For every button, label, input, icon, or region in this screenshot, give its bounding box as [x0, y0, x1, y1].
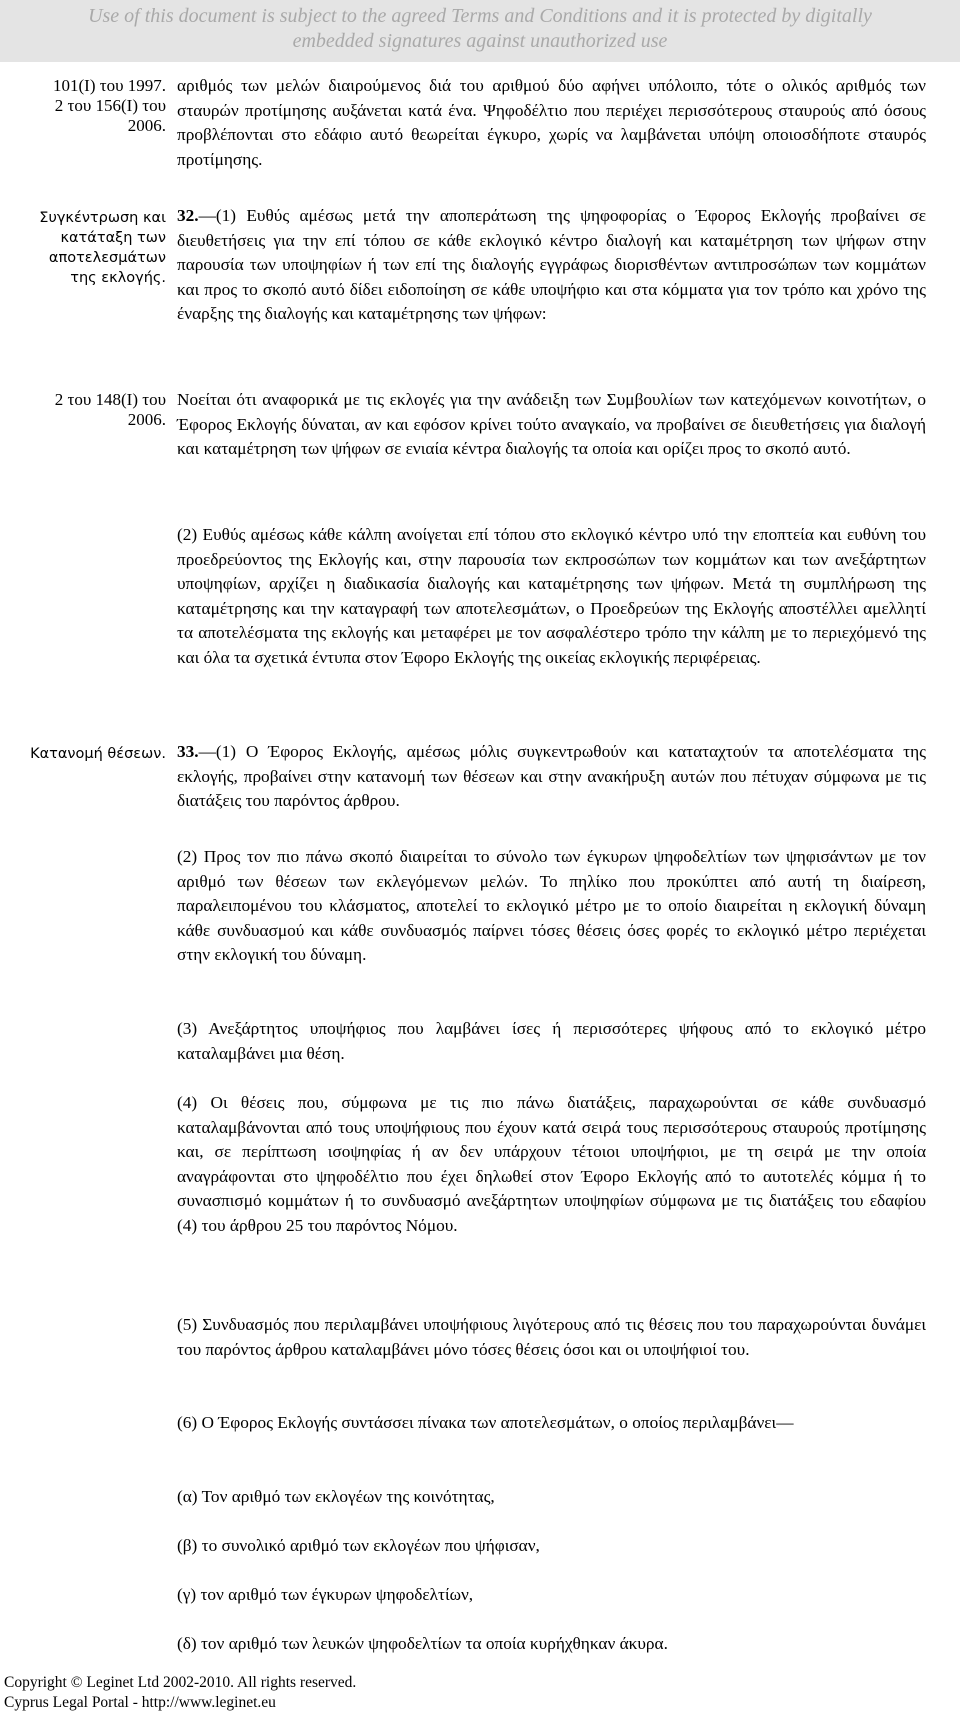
list-item: (β) το συνολικό αριθμό των εκλογέων που ψήφισαν, — [177, 1536, 540, 1555]
watermark-header — [0, 0, 960, 62]
section-33-para-2: (2) Προς τον πιο πάνω σκοπό διαιρείται το σύνολο των έγκυρων ψηφοδελτίων των ψηφισάντων με τον αριθμό των θέσεων των εκλεγόμενων μελών. Το πηλίκο που προκύπτει από αυτή τη διαίρεση, παραλειπομένου του κλάσματος, αποτελεί το εκλογικό μέτρο με το οποίο διαιρείται η εκλογική δύναμη κάθε συνδυασμού και κάθε συνδυασμός παίρνει τόσες θέσεις όσες φορές το εκλογικό μέτρο περιέχεται στην εκλογική του δύναμη. — [177, 847, 926, 965]
section-32-number: 32. — [177, 206, 199, 225]
list-item: (γ) τον αριθμό των έγκυρων ψηφοδελτίων, — [177, 1585, 474, 1604]
header-line-2: embedded signatures against unauthorized use — [292, 30, 668, 52]
footer-copyright: Copyright © Leginet Ltd 2002-2010. All rights reserved. — [4, 1674, 357, 1691]
section-32-para-1: 32.—(1) Ευθύς αμέσως μετά την αποπεράτωση της ψηφοφορίας ο Έφορος Εκλογής προβαίνει σε διευθετήσεις για την επί τόπου σε κάθε εκλογικό κέντρο διαλογή και καταμέτρηση των ψήφων στην παρουσία των υποψηφίων ή των επί της διαλογής εγγράφως διορισθέντων αντιπροσώπων των κομμάτων και προς το σκοπό αυτό δίδει ειδοποίηση σε κάθε υποψήφιο και στα κόμματα για τον τρόπο και χρόνο της έναρξης της διαλογής και καταμέτρησης των ψήφων: — [177, 206, 926, 324]
margin-ref-mid: 2 του 148(Ι) του 2006. — [54, 390, 166, 429]
section-32-heading: Συγκέντρωση και κατάταξη των αποτελεσμάτων της εκλογής. — [39, 210, 166, 286]
section-33-para-4: (4) Οι θέσεις που, σύμφωνα με τις πιο πάνω διατάξεις, παραχωρούνται σε κάθε συνδυασμό καταλαμβάνονται από τους υποψήφιους που έχουν κατά σειρά τους περισσότερους σταυρούς προτίμησης και, σε περίπτωση ισοψηφίας ή αν δεν υπάρχουν τέτοιοι υποψήφιοι, με τη σειρά με την οποία αναγράφονται στο ψηφοδέλτιο που έχει δηλωθεί στον Έφορο Εκλογής από το αυτοτελές κόμμα ή το συνασπισμό κομμάτων ή το συνδυασμό ανεξάρτητων υποψηφίων σύμφωνα με τις διατάξεις του εδαφίου (4) του άρθρου 25 του παρόντος Νόμου. — [177, 1093, 926, 1235]
header-line-1: Use of this document is subject to the agreed Terms and Conditions and it is protected by digitally — [88, 5, 872, 27]
section-33-number: 33. — [177, 742, 199, 761]
section-33-para-3: (3) Ανεξάρτητος υποψήφιος που λαμβάνει ίσες ή περισσότερες ψήφους από το εκλογικό μέτρο καταλαμβάνει μια θέση. — [177, 1019, 926, 1063]
intro-paragraph: αριθμός των μελών διαιρούμενος διά του αριθμού δύο αφήνει υπόλοιπο, τότε ο ολικός αριθμός των σταυρών προτίμησης αυξάνεται κατά ένα. Ψηφοδέλτιο που περιέχει περισσότερους σταυρούς από όσους προβλέπονται στο εδάφιο αυτό θεωρείται έγκυρο, χωρίς να λαμβάνεται υπόψη οποιοσδήποτε σταυρός προτίμησης. — [177, 76, 926, 169]
page-footer — [4, 1673, 356, 1713]
list-item: (δ) τον αριθμό των λευκών ψηφοδελτίων τα οποία κυρήχθηκαν άκυρα. — [177, 1634, 668, 1653]
section-32-proviso: Νοείται ότι αναφορικά με τις εκλογές για την ανάδειξη των Συμβουλίων των κατεχόμενων κοινοτήτων, ο Έφορος Εκλογής δύναται, αν και εφόσον κρίνει τούτο αναγκαίο, να προβαίνει σε διευθετήσεις για διαλογή και καταμέτρηση των ψήφων σε ενιαία κέντρα διαλογής τα οποία και ορίζει προς το σκοπό αυτό. — [177, 390, 926, 459]
list-item: (α) Τον αριθμό των εκλογέων της κοινότητας, — [177, 1487, 495, 1506]
margin-ref-top: 101(Ι) του 1997. 2 του 156(Ι) του 2006. — [53, 76, 166, 135]
section-32-para-2: (2) Ευθύς αμέσως κάθε κάλπη ανοίγεται επί τόπου στο εκλογικό κέντρο υπό την εποπτεία και ευθύνη του προεδρεύοντος της Εκλογής και, στην παρουσία των εκπροσώπων των κομμάτων και των ανεξάρτητων υποψηφίων, αρχίζει η διαδικασία διαλογής και καταμέτρησης των ψήφων. Μετά τη συμπλήρωση της καταμέτρησης και την καταγραφή των αποτελεσμάτων, ο Προεδρεύων της Εκλογής αποστέλλει αμελλητί τα αποτελέσματα της εκλογής και μεταφέρει με τον ασφαλέστερο τρόπο την κάλπη με το περιεχόμενό της και όλα τα σχετικά έντυπα στον Έφορο Εκλογής της οικείας εκλογικής περιφέρειας. — [177, 525, 926, 667]
section-33-heading: Κατανομή θέσεων. — [30, 746, 166, 762]
section-33-para-5: (5) Συνδυασμός που περιλαμβάνει υποψήφιους λιγότερους από τις θέσεις που του παραχωρούνται δυνάμει του παρόντος άρθρου καταλαμβάνει μόνο τόσες θέσεις όσοι και οι υποψήφιοί του. — [177, 1315, 926, 1359]
section-33-para-1: 33.—(1) Ο Έφορος Εκλογής, αμέσως μόλις συγκεντρωθούν και καταταχτούν τα αποτελέσματα της εκλογής, προβαίνει στην κατανομή των θέσεων και στην ανακήρυξη αυτών που πέτυχαν σύμφωνα με τις διατάξεις του παρόντος άρθρου. — [177, 742, 926, 811]
footer-portal: Cyprus Legal Portal - http://www.leginet.eu — [4, 1694, 276, 1711]
section-33-para-6: (6) Ο Έφορος Εκλογής συντάσσει πίνακα των αποτελεσμάτων, ο οποίος περιλαμβάνει— — [177, 1413, 794, 1432]
